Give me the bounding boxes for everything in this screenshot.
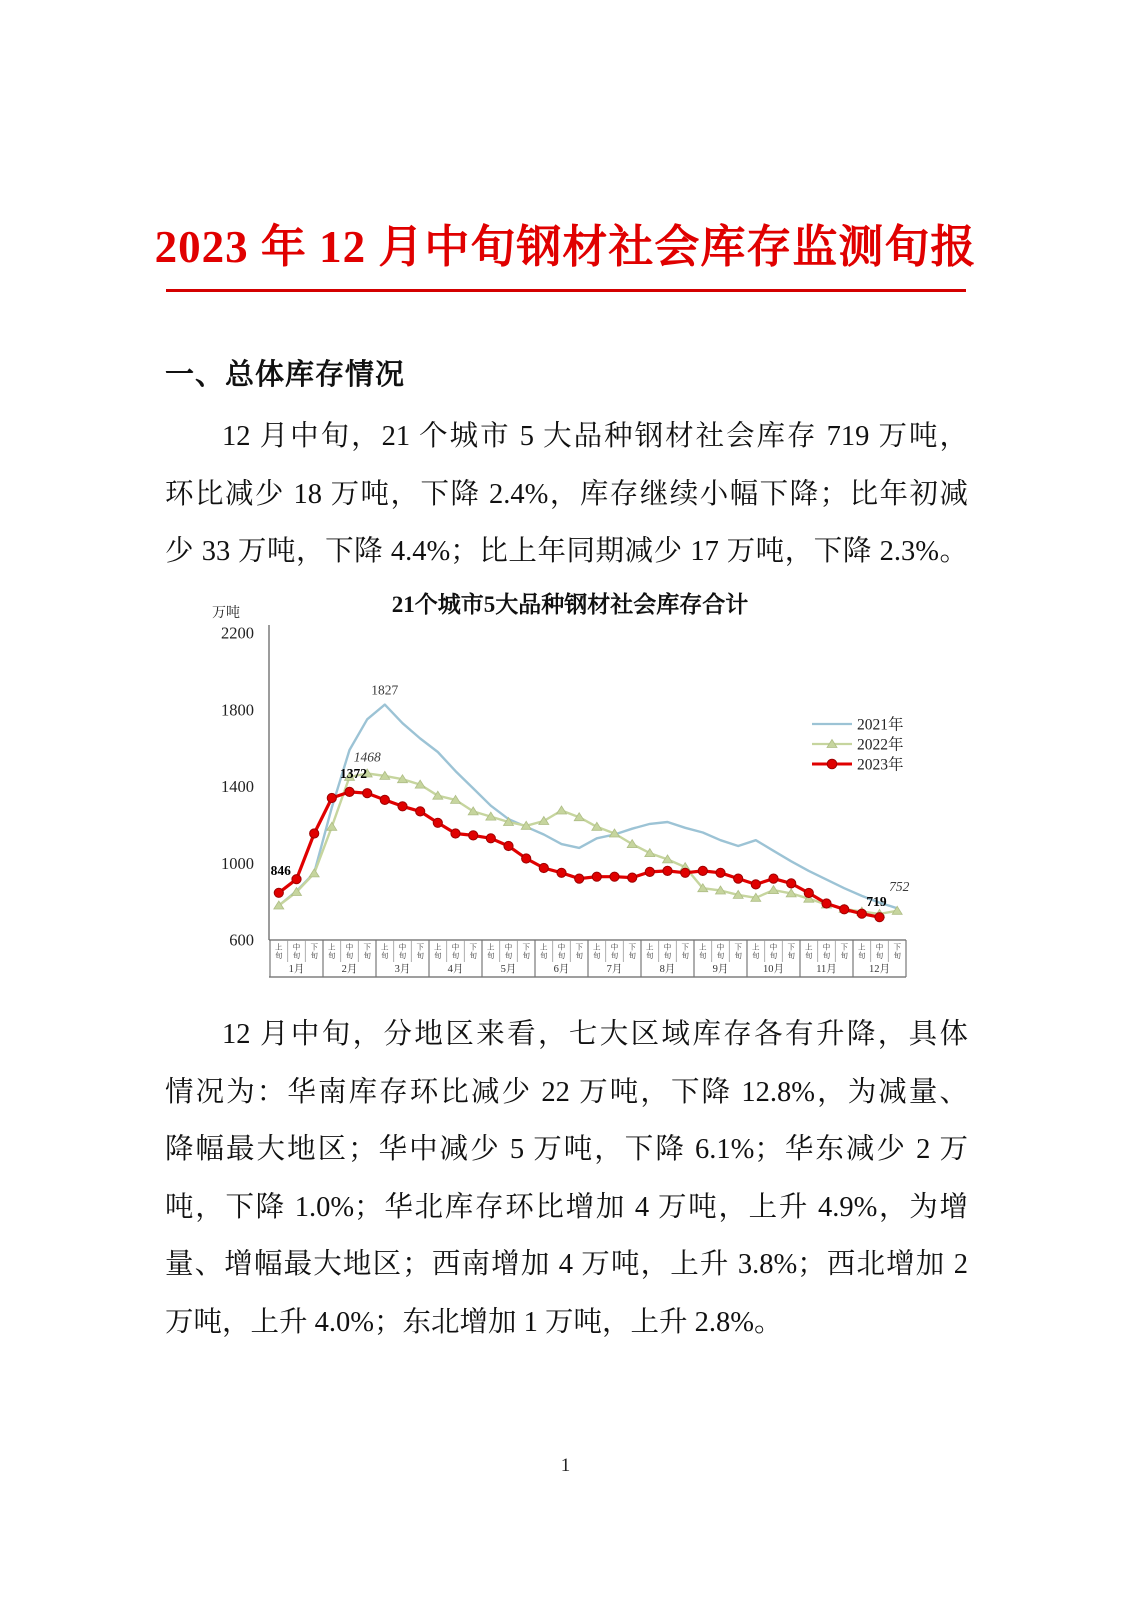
y-axis-ticks xyxy=(221,624,254,950)
svg-text:2200: 2200 xyxy=(221,623,254,643)
svg-text:中旬: 中旬 xyxy=(769,942,778,960)
svg-text:下旬: 下旬 xyxy=(416,942,424,960)
svg-text:下旬: 下旬 xyxy=(469,942,477,960)
svg-text:752: 752 xyxy=(889,878,910,894)
svg-text:1400: 1400 xyxy=(221,777,254,796)
chart-unit-label: 万吨 xyxy=(212,606,240,621)
svg-text:中旬: 中旬 xyxy=(610,942,619,960)
svg-text:中旬: 中旬 xyxy=(504,942,513,960)
text-line: 降幅最大地区；华中减少 5 万吨，下降 6.1%；华东减少 2 万 xyxy=(165,1134,968,1166)
svg-text:下旬: 下旬 xyxy=(893,942,901,960)
svg-text:下旬: 下旬 xyxy=(681,942,689,960)
svg-text:中旬: 中旬 xyxy=(716,942,725,960)
svg-text:中旬: 中旬 xyxy=(345,942,354,960)
inventory-chart xyxy=(190,583,980,1013)
inventory-chart-svg xyxy=(190,583,980,1013)
svg-text:下旬: 下旬 xyxy=(628,942,636,960)
svg-text:中旬: 中旬 xyxy=(398,942,407,960)
svg-text:1800: 1800 xyxy=(221,700,254,720)
svg-text:1827: 1827 xyxy=(371,682,399,698)
svg-text:下旬: 下旬 xyxy=(522,942,530,960)
svg-text:中旬: 中旬 xyxy=(557,942,566,960)
text-line: 吨，下降 1.0%；华北库存环比增加 4 万吨，上升 4.9%，为增 xyxy=(165,1191,968,1223)
svg-text:10月: 10月 xyxy=(763,964,784,975)
svg-text:中旬: 中旬 xyxy=(451,942,460,960)
svg-text:下旬: 下旬 xyxy=(840,942,848,960)
chart-legend xyxy=(812,715,904,774)
text-line: 12 月中旬，分地区来看，七大区域库存各有升降，具体 xyxy=(222,1019,968,1050)
svg-text:中旬: 中旬 xyxy=(292,942,301,960)
text-line: 12 月中旬，21 个城市 5 大品种钢材社会库存 719 万吨， xyxy=(222,421,968,452)
series-2023年 xyxy=(274,787,884,922)
x-axis-category-table xyxy=(270,940,906,977)
svg-text:上旬: 上旬 xyxy=(858,942,866,960)
svg-text:7月: 7月 xyxy=(606,964,623,975)
svg-text:上旬: 上旬 xyxy=(434,942,442,960)
svg-text:上旬: 上旬 xyxy=(487,942,495,960)
axes xyxy=(269,625,906,977)
svg-text:中旬: 中旬 xyxy=(822,942,831,960)
title-underline xyxy=(166,289,966,292)
svg-text:下旬: 下旬 xyxy=(787,942,795,960)
text-line: 环比减少 18 万吨，下降 2.4%，库存继续小幅下降；比年初减 xyxy=(165,478,968,510)
svg-text:下旬: 下旬 xyxy=(734,942,742,960)
page-number: 1 xyxy=(560,1455,571,1476)
svg-text:9月: 9月 xyxy=(712,964,729,975)
svg-text:下旬: 下旬 xyxy=(363,942,371,960)
svg-text:1468: 1468 xyxy=(353,749,381,765)
svg-text:上旬: 上旬 xyxy=(328,942,336,960)
svg-text:4月: 4月 xyxy=(447,964,464,975)
svg-text:下旬: 下旬 xyxy=(575,942,583,960)
svg-text:上旬: 上旬 xyxy=(593,942,601,960)
svg-text:600: 600 xyxy=(229,930,254,950)
report-title: 2023 年 12 月中旬钢材社会库存监测旬报 xyxy=(154,222,977,273)
svg-text:1000: 1000 xyxy=(221,853,254,873)
svg-text:上旬: 上旬 xyxy=(381,942,389,960)
svg-text:11月: 11月 xyxy=(816,964,837,975)
svg-text:846: 846 xyxy=(270,862,291,878)
svg-text:下旬: 下旬 xyxy=(310,942,318,960)
text-line: 万吨，上升 4.0%；东北增加 1 万吨，上升 2.8%。 xyxy=(165,1306,783,1338)
svg-text:上旬: 上旬 xyxy=(805,942,813,960)
svg-text:中旬: 中旬 xyxy=(875,942,884,960)
paragraph-overall-inventory xyxy=(165,408,968,581)
svg-text:12月: 12月 xyxy=(869,964,890,975)
chart-title: 21个城市5大品种钢材社会库存合计 xyxy=(391,592,749,617)
svg-text:2023年: 2023年 xyxy=(857,756,904,774)
text-line: 情况为：华南库存环比减少 22 万吨，下降 12.8%，为减量、 xyxy=(165,1076,968,1108)
paragraph-regional-inventory xyxy=(165,1006,968,1352)
svg-text:上旬: 上旬 xyxy=(752,942,760,960)
svg-text:中旬: 中旬 xyxy=(663,942,672,960)
svg-text:8月: 8月 xyxy=(659,964,676,975)
svg-text:1372: 1372 xyxy=(340,765,367,781)
svg-text:2月: 2月 xyxy=(341,964,358,975)
svg-text:上旬: 上旬 xyxy=(646,942,654,960)
svg-text:上旬: 上旬 xyxy=(699,942,707,960)
svg-text:上旬: 上旬 xyxy=(540,942,548,960)
svg-text:3月: 3月 xyxy=(394,964,411,975)
svg-text:2022年: 2022年 xyxy=(857,736,904,754)
svg-text:1月: 1月 xyxy=(288,964,305,975)
svg-text:2021年: 2021年 xyxy=(857,716,904,734)
svg-text:6月: 6月 xyxy=(553,964,570,975)
svg-text:719: 719 xyxy=(866,894,887,910)
svg-text:上旬: 上旬 xyxy=(275,942,283,960)
text-line: 量、增幅最大地区；西南增加 4 万吨，上升 3.8%；西北增加 2 xyxy=(165,1249,968,1281)
text-line: 少 33 万吨，下降 4.4%；比上年同期减少 17 万吨，下降 2.3%。 xyxy=(165,536,968,568)
section-heading: 一、总体库存情况 xyxy=(165,359,406,391)
svg-text:5月: 5月 xyxy=(500,964,517,975)
